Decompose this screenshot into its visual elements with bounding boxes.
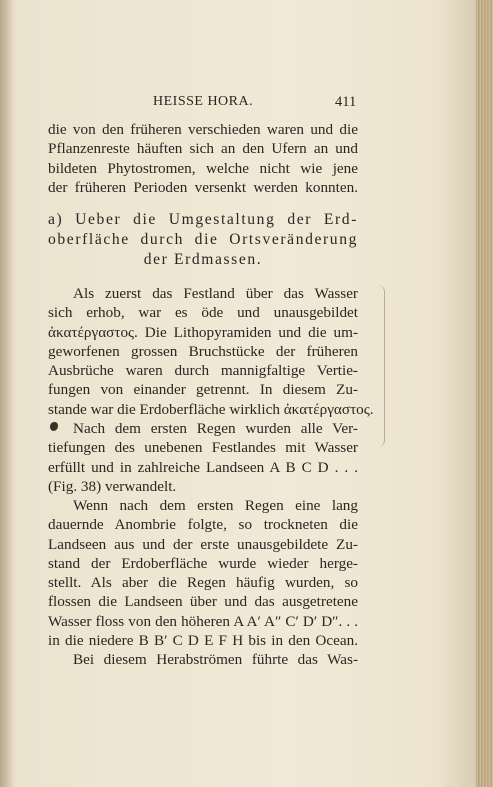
text-line: Nach dem ersten Regen wurden alle Ver-	[73, 420, 358, 437]
text-line: stellt. Als aber die Regen häufig wurden, so	[48, 574, 358, 592]
text-line: Landseen aus und der erste unausgebildete Zu-	[48, 535, 358, 553]
text-line: in die niedere B B′ C D E F H bis in den Ocean.	[48, 632, 358, 650]
spine-shadow	[0, 0, 14, 787]
text-line: die von den früheren verschieden waren und die	[48, 121, 358, 138]
page-edges	[476, 0, 493, 787]
text-line: Bei diesem Herabströmen führte das Was-	[73, 651, 358, 669]
text-line: der früheren Perioden versenkt werden konnten.	[48, 178, 358, 196]
heading-line: a) Ueber die Umgestaltung der Erd-	[48, 211, 358, 228]
running-head: HEISSE HORA.	[153, 94, 254, 109]
text-line: (Fig. 38) verwandelt.	[48, 477, 177, 495]
text-line: tiefungen des unebenen Festlandes mit Wasser	[48, 439, 358, 457]
text-line: flossen die Landseen über und das ausgetretene	[48, 593, 358, 611]
page-header	[0, 94, 476, 114]
text-line: Wasser floss von den höheren A A′ A″ C′ D′ D″. . .	[48, 612, 358, 630]
text-line: sich erhob, war es öde und unausgebildet	[48, 304, 358, 322]
paragraph-2	[48, 284, 374, 419]
text-line: fungen von einander getrennt. In diesem Zu-	[48, 381, 358, 399]
text-line: erfüllt und in zahlreiche Landseen A B C D . . .	[48, 458, 358, 476]
page-number: 411	[335, 94, 357, 110]
text-line: Pflanzenreste häuften sich an den Ufern an und	[48, 140, 358, 158]
text-line: stand der Erdoberfläche wurde wieder herge-	[48, 554, 358, 572]
text-line: Ausbrüche waren durch mannigfaltige Vertie-	[48, 362, 358, 380]
text-line: Als zuerst das Festland über das Wasser	[73, 285, 358, 302]
text-line: ἀκατέργαστος. Die Lithopyramiden und die um-	[48, 323, 358, 341]
paragraph-1	[48, 120, 358, 197]
text-line: dauernde Anombrie folgte, so trockneten die	[48, 516, 358, 534]
text-line: stande war die Erdoberfläche wirklich ἀκατέργαστος.	[48, 400, 374, 418]
heading-line: der Erdmassen.	[143, 251, 263, 268]
section-heading	[48, 210, 358, 270]
text-line: Wenn nach dem ersten Regen eine lang	[73, 497, 358, 514]
margin-pencil-mark	[378, 285, 385, 447]
paragraph-4	[48, 496, 358, 670]
paragraph-3	[48, 419, 358, 496]
text-line: bildeten Phytostromen, welche nicht wie jene	[48, 159, 358, 177]
text-line: geworfenen grossen Bruchstücke der früheren	[48, 342, 358, 360]
heading-line: oberfläche durch die Ortsveränderung	[48, 231, 358, 248]
